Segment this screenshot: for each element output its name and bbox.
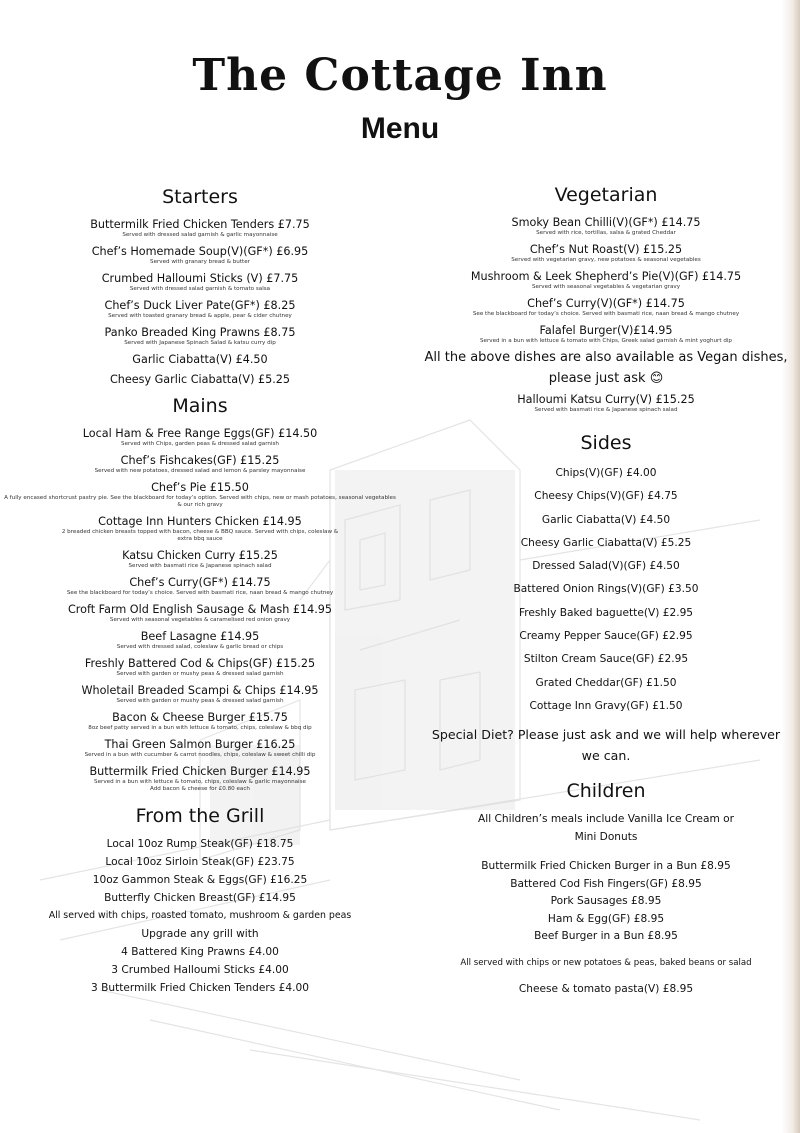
menu-item (0, 481, 400, 509)
item-description: Served with basmati rice & Japanese spinach salad (534, 407, 678, 413)
children-item: Cheese & tomato pasta(V) £8.95 (518, 982, 694, 995)
children-intro (420, 810, 792, 846)
item-description: 2 breaded chicken breasts topped with bacon, cheese & BBQ sauce. Served with chips, coleslaw & extra bbq sauce (61, 529, 339, 542)
left-column (0, 180, 400, 997)
menu-item (420, 393, 792, 414)
item-name: Panko Breaded King Prawns £8.75 (104, 326, 296, 339)
item-name: Wholetail Breaded Scampi & Chips £14.95 (81, 684, 319, 697)
item-description: Served with dressed salad, coleslaw & garlic bread or chips (116, 644, 284, 650)
sides-list (420, 462, 792, 718)
menu-item (0, 326, 400, 347)
children-served-note: All served with chips or new potatoes & peas, baked beans or salad (460, 957, 752, 968)
item-name: Chef’s Homemade Soup(V)(GF*) £6.95 (91, 245, 309, 258)
item-description: Served with dressed salad garnish & garlic mayonnaise (122, 232, 278, 238)
side-item: Stilton Cream Sauce(GF) £2.95 (523, 653, 689, 666)
side-item: Freshly Baked baguette(V) £2.95 (518, 606, 694, 619)
mains-list (0, 427, 400, 793)
section-heading-mains: Mains (172, 395, 228, 417)
page-subtitle: Menu (360, 112, 440, 145)
section-heading-grill: From the Grill (135, 805, 265, 827)
item-name: Thai Green Salmon Burger £16.25 (104, 738, 296, 751)
item-description: 8oz beef patty served in a bun with lettuce & tomato, chips, coleslaw & bbq dip (88, 725, 312, 731)
item-description: Served in a bun with cucumber & carrot noodles, chips, coleslaw & sweet chilli dip (84, 752, 316, 758)
side-item: Cheesy Garlic Ciabatta(V) £5.25 (520, 536, 692, 549)
item-name: Chef’s Nut Roast(V) £15.25 (529, 243, 683, 256)
item-name: Chef’s Duck Liver Pate(GF*) £8.25 (104, 299, 296, 312)
children-item: Beef Burger in a Bun £8.95 (534, 930, 678, 943)
grill-served-note: All served with chips, roasted tomato, mushroom & garden peas (48, 910, 352, 921)
item-name: Beef Lasagne £14.95 (140, 630, 260, 643)
menu-item (0, 353, 400, 367)
item-name: Smoky Bean Chilli(V)(GF*) £14.75 (511, 216, 701, 229)
special-diet-line: we can. (581, 748, 631, 764)
menu-item (0, 657, 400, 678)
menu-item (0, 576, 400, 597)
menu-item (0, 427, 400, 448)
grill-item: 10oz Gammon Steak & Eggs(GF) £16.25 (92, 874, 308, 886)
menu-item (0, 245, 400, 266)
vegan-note-line: All the above dishes are also available as Vegan dishes, (424, 350, 788, 365)
item-name: Croft Farm Old English Sausage & Mash £14.95 (67, 603, 333, 616)
menu-item (0, 738, 400, 759)
grill-upgrade-item: 4 Battered King Prawns £4.00 (121, 946, 279, 958)
special-diet-line: Special Diet? Please just ask and we will help wherever (431, 727, 781, 743)
menu-item (0, 515, 400, 543)
children-item: Battered Cod Fish Fingers(GF) £8.95 (510, 877, 702, 890)
vegan-note (420, 347, 792, 389)
menu-item (0, 630, 400, 651)
item-name: Buttermilk Fried Chicken Tenders £7.75 (90, 218, 310, 231)
grill-item: Local 10oz Sirloin Steak(GF) £23.75 (105, 856, 295, 868)
item-description: See the blackboard for today’s choice. Served with basmati rice, naan bread & mango chutney (66, 590, 334, 596)
menu-item (420, 243, 792, 264)
item-description: Served with rice, tortillas, salsa & grated Cheddar (536, 230, 676, 236)
vegetarian-list (420, 216, 792, 345)
grill-item: Butterfly Chicken Breast(GF) £14.95 (104, 892, 296, 904)
menu-item (0, 765, 400, 793)
side-item: Cheesy Chips(V)(GF) £4.75 (534, 490, 678, 503)
item-description: Served with granary bread & butter (150, 259, 250, 265)
item-description: Served with seasonal vegetables & caramelised red onion gravy (109, 617, 291, 623)
menu-item (0, 454, 400, 475)
side-item: Grated Cheddar(GF) £1.50 (535, 676, 677, 689)
item-name: Chef’s Curry(V)(GF*) £14.75 (527, 297, 685, 310)
item-name: Freshly Battered Cod & Chips(GF) £15.25 (84, 657, 316, 670)
item-description: Served with toasted granary bread & apple, pear & cider chutney (108, 313, 292, 319)
item-name: Chef’s Pie £15.50 (151, 481, 249, 494)
item-description: See the blackboard for today’s choice. Served with basmati rice, naan bread & mango chutney (472, 311, 740, 317)
starters-list (0, 218, 400, 387)
special-diet-note (420, 724, 792, 766)
item-description: Served with new potatoes, dressed salad and lemon & parsley mayonnaise (94, 468, 306, 474)
menu-item (0, 549, 400, 570)
menu-item (0, 603, 400, 624)
children-list (420, 858, 792, 946)
item-name: Crumbed Halloumi Sticks (V) £7.75 (101, 272, 299, 285)
item-description: Served with basmati rice & Japanese spinach salad (128, 563, 272, 569)
side-item: Cottage Inn Gravy(GF) £1.50 (529, 699, 683, 712)
item-description: Served in a bun with lettuce & tomato, chips, coleslaw & garlic mayonnaise (94, 779, 306, 785)
item-name: Bacon & Cheese Burger £15.75 (112, 711, 288, 724)
item-description: Served with Chips, garden peas & dressed salad garnish (121, 441, 279, 447)
side-item: Garlic Ciabatta(V) £4.50 (541, 513, 671, 526)
side-item: Chips(V)(GF) £4.00 (555, 467, 657, 479)
item-name: Chef’s Fishcakes(GF) £15.25 (120, 454, 280, 467)
item-description: Served with garden or mushy peas & dressed salad garnish (116, 698, 284, 704)
section-heading-sides: Sides (580, 432, 632, 454)
menu-item (0, 373, 400, 387)
item-name: Cheesy Garlic Ciabatta(V) £5.25 (109, 373, 291, 386)
grill-list (0, 835, 400, 997)
children-intro-line: Mini Donuts (574, 831, 638, 844)
item-name: Garlic Ciabatta(V) £4.50 (132, 353, 268, 366)
menu-item (420, 297, 792, 318)
children-item: Ham & Egg(GF) £8.95 (547, 912, 665, 925)
item-description: Served with dressed salad garnish & tomato salsa (129, 286, 271, 292)
item-name: Local Ham & Free Range Eggs(GF) £14.50 (82, 427, 318, 440)
item-name: Buttermilk Fried Chicken Burger £14.95 (89, 765, 311, 778)
grill-upgrade-heading: Upgrade any grill with (141, 928, 259, 940)
item-description: Served with garden or mushy peas & dressed salad garnish (116, 671, 284, 677)
item-description-extra: Add bacon & cheese for £0.80 each (150, 786, 250, 792)
item-description: Served in a bun with lettuce & tomato with Chips, Greek salad garnish & mint yoghurt dip (480, 338, 732, 344)
grill-item: Local 10oz Rump Steak(GF) £18.75 (106, 838, 294, 850)
section-heading-starters: Starters (162, 186, 238, 208)
vegan-note-line: please just ask 😊 (548, 371, 664, 386)
menu-item (420, 270, 792, 291)
menu-item (420, 324, 792, 345)
section-heading-children: Children (566, 780, 646, 803)
item-name: Cottage Inn Hunters Chicken £14.95 (98, 515, 302, 528)
item-name: Katsu Chicken Curry £15.25 (122, 549, 278, 562)
item-name: Halloumi Katsu Curry(V) £15.25 (517, 393, 695, 406)
item-description: Served with vegetarian gravy, new potatoes & seasonal vegetables (511, 257, 701, 263)
menu-item (0, 711, 400, 732)
item-name: Chef’s Curry(GF*) £14.75 (129, 576, 271, 589)
item-description: Served with seasonal vegetables & vegetarian gravy (531, 284, 681, 290)
item-description: Served with Japanese Spinach Salad & katsu curry dip (124, 340, 276, 346)
side-item: Battered Onion Rings(V)(GF) £3.50 (513, 583, 699, 596)
item-description: A fully encased shortcrust pastry pie. See the blackboard for today’s option. Served with chips, new or mash potatoes, seasonal vegetables & our rich gravy (4, 495, 396, 508)
grill-upgrade-item: 3 Buttermilk Fried Chicken Tenders £4.00 (91, 982, 309, 994)
side-item: Dressed Salad(V)(GF) £4.50 (532, 560, 680, 573)
children-item: Buttermilk Fried Chicken Burger in a Bun £8.95 (481, 860, 731, 873)
children-item: Pork Sausages £8.95 (550, 895, 662, 908)
item-name: Mushroom & Leek Shepherd’s Pie(V)(GF) £14.75 (470, 270, 742, 283)
menu-item (0, 272, 400, 293)
grill-upgrade-item: 3 Crumbed Halloumi Sticks £4.00 (111, 964, 289, 976)
section-heading-vegetarian: Vegetarian (554, 184, 658, 206)
page-title: The Cottage Inn (192, 50, 608, 101)
side-item: Creamy Pepper Sauce(GF) £2.95 (519, 630, 693, 643)
item-name: Falafel Burger(V)£14.95 (539, 324, 673, 337)
right-column (420, 178, 792, 998)
menu-item (0, 684, 400, 705)
menu-item (0, 218, 400, 239)
menu-item (0, 299, 400, 320)
children-intro-line: All Children’s meals include Vanilla Ice Cream or (478, 813, 734, 826)
menu-item (420, 216, 792, 237)
